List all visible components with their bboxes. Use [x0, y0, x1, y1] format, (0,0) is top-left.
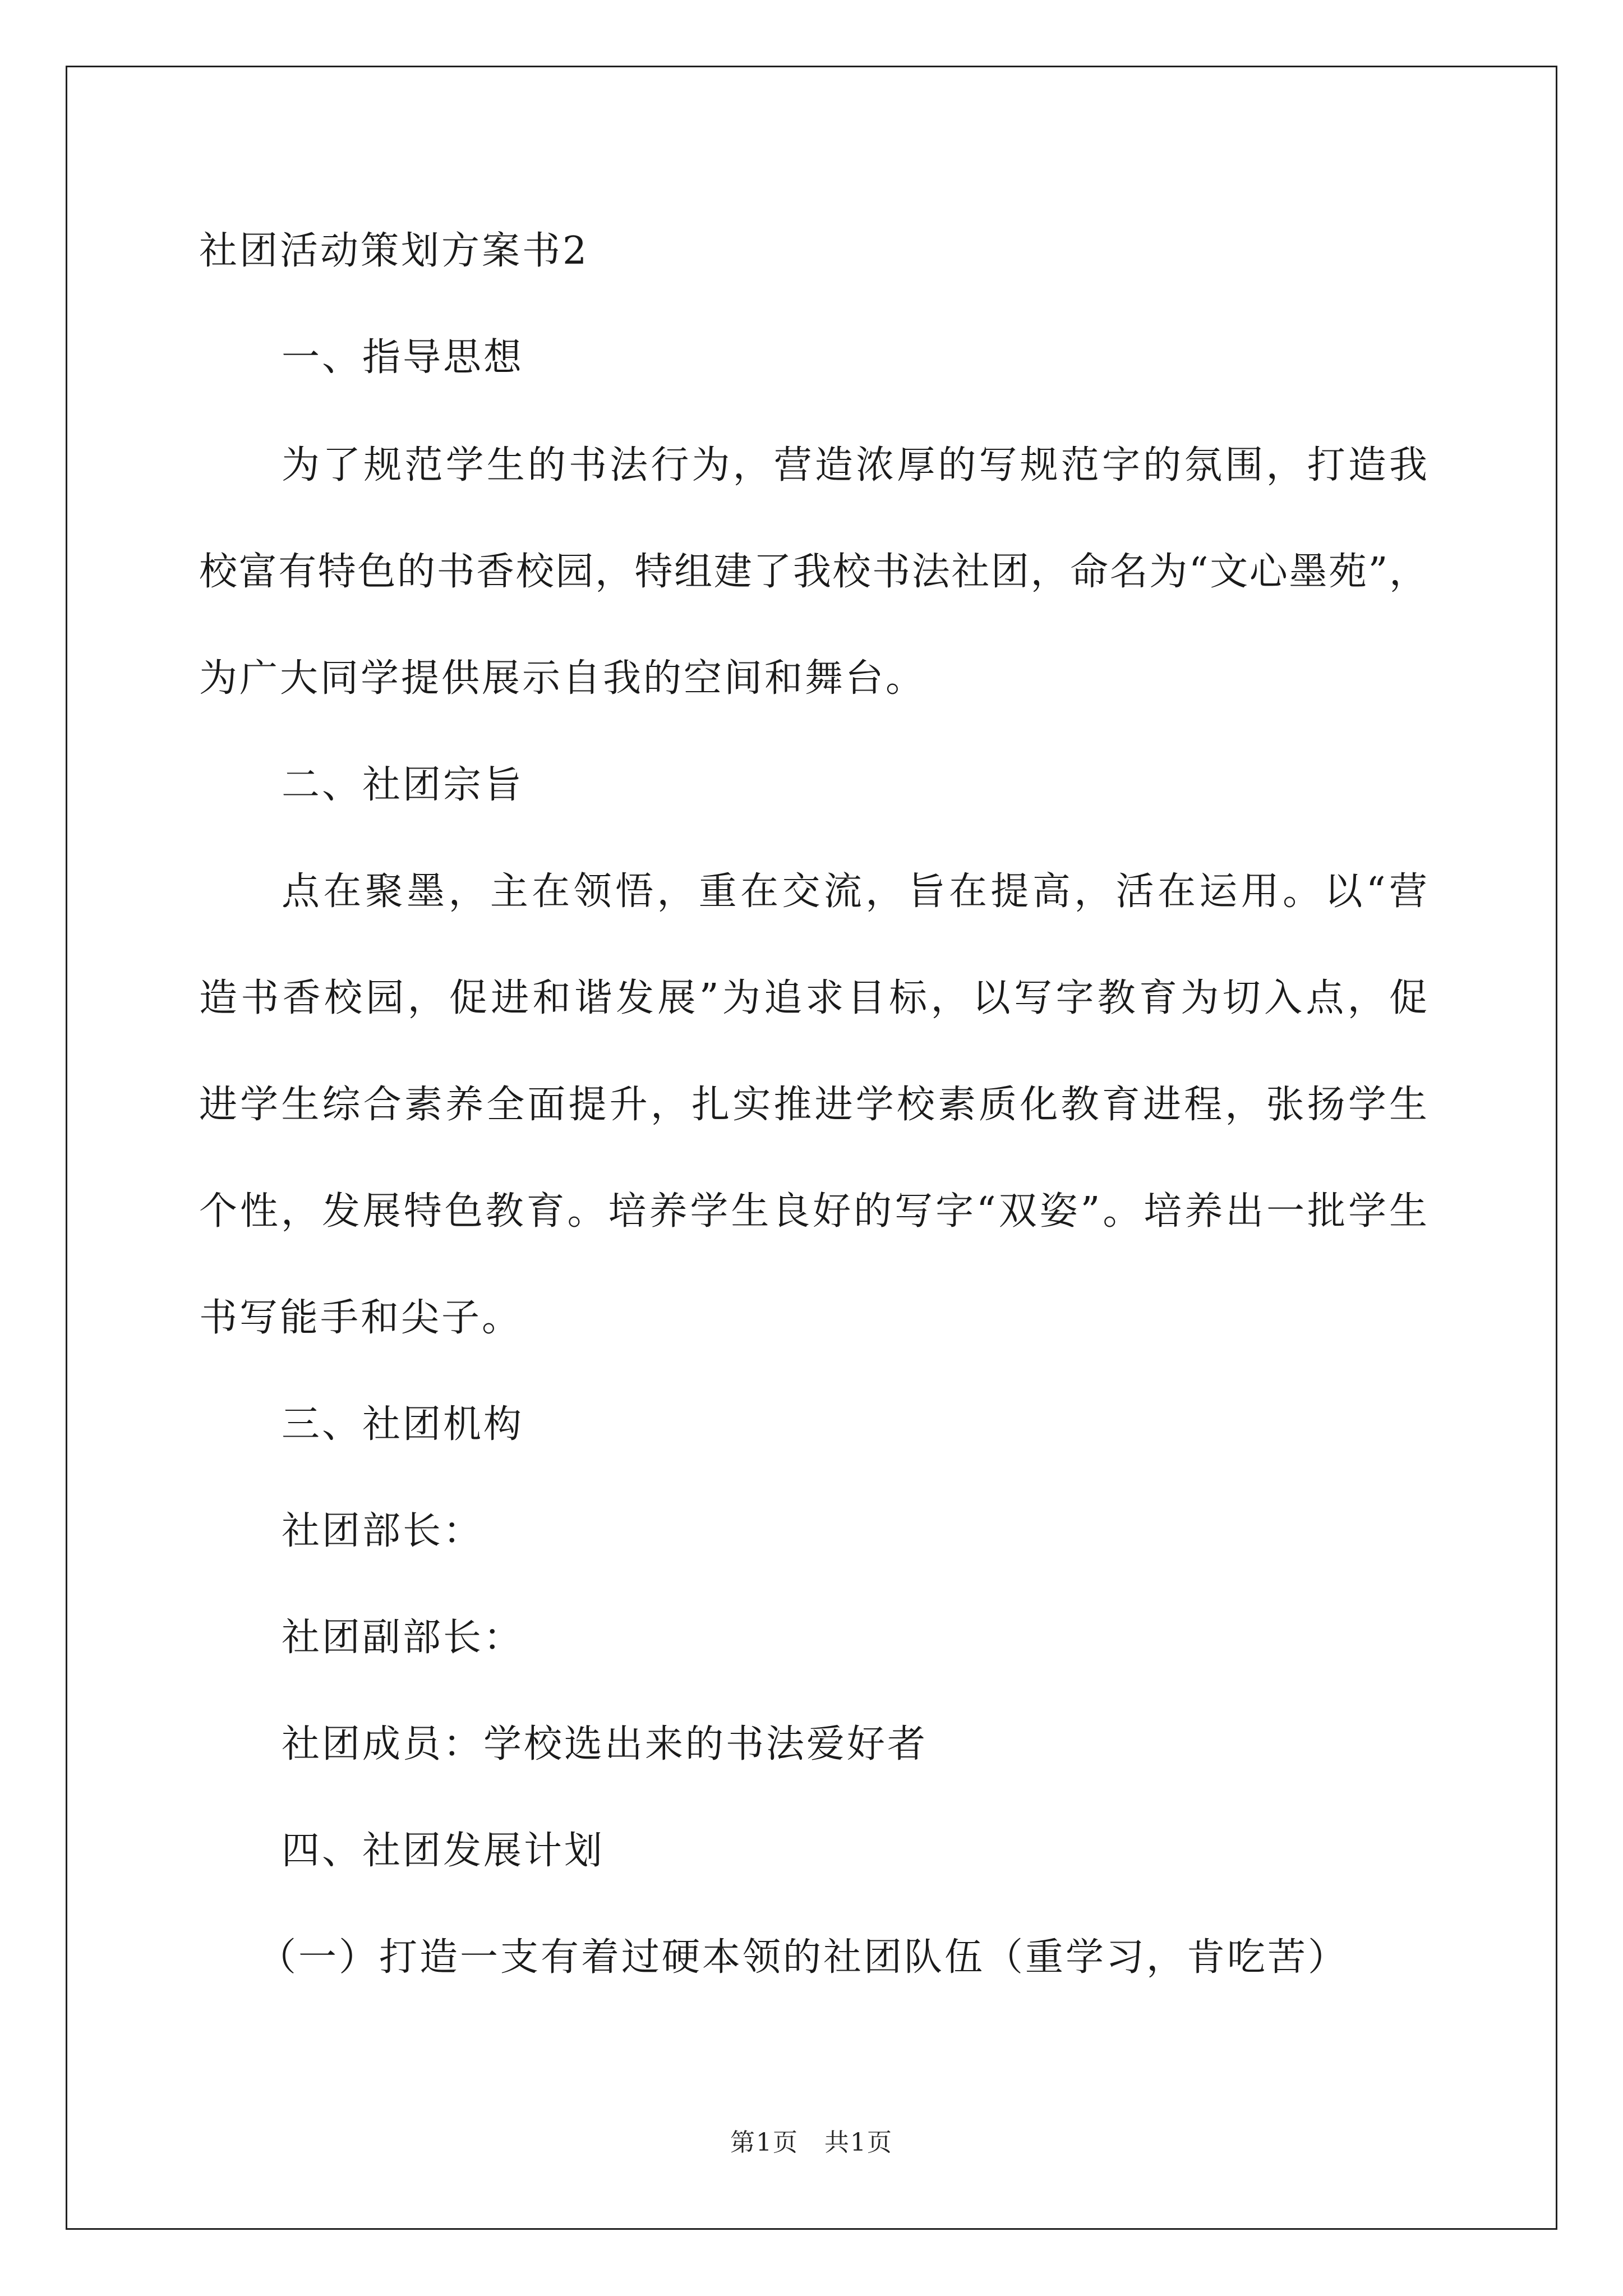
paragraph-line: 个性，发展特色教育。培养学生良好的写字“双姿”。培养出一批学生 [199, 1189, 1427, 1234]
document-title: 社团活动策划方案书2 [199, 229, 589, 273]
paragraph-line: 书写能手和尖子。 [199, 1296, 523, 1340]
paragraph-line: 进学生综合素养全面提升，扎实推进学校素质化教育进程，张扬学生 [199, 1083, 1427, 1127]
club-deputy-director-item: 社团副部长： [282, 1616, 524, 1660]
page-border [66, 66, 1557, 2230]
paragraph-line: 造书香校园，促进和谐发展”为追求目标，以写字教育为切入点，促 [199, 976, 1427, 1020]
section-heading-development-plan: 四、社团发展计划 [282, 1829, 605, 1873]
paragraph-line: 点在聚墨，主在领悟，重在交流，旨在提高，活在运用。以“营 [282, 869, 1427, 914]
section-heading-club-structure: 三、社团机构 [282, 1402, 524, 1447]
section-heading-club-purpose: 二、社团宗旨 [282, 763, 524, 807]
development-plan-subheading: （一）打造一支有着过硬本领的社团队伍（重学习，肯吃苦） [258, 1935, 1349, 1980]
paragraph-line: 为了规范学生的书法行为，营造浓厚的写规范字的氛围，打造我 [282, 443, 1427, 487]
club-members-item: 社团成员：学校选出来的书法爱好者 [282, 1722, 928, 1766]
paragraph-line: 校富有特色的书香校园，特组建了我校书法社团，命名为“文心墨苑”， [199, 550, 1427, 594]
section-heading-guiding-ideology: 一、指导思想 [282, 335, 524, 380]
paragraph-line: 为广大同学提供展示自我的空间和舞台。 [199, 656, 926, 701]
club-director-item: 社团部长： [282, 1509, 484, 1553]
page-footer: 第1页 共1页 [730, 2128, 893, 2157]
